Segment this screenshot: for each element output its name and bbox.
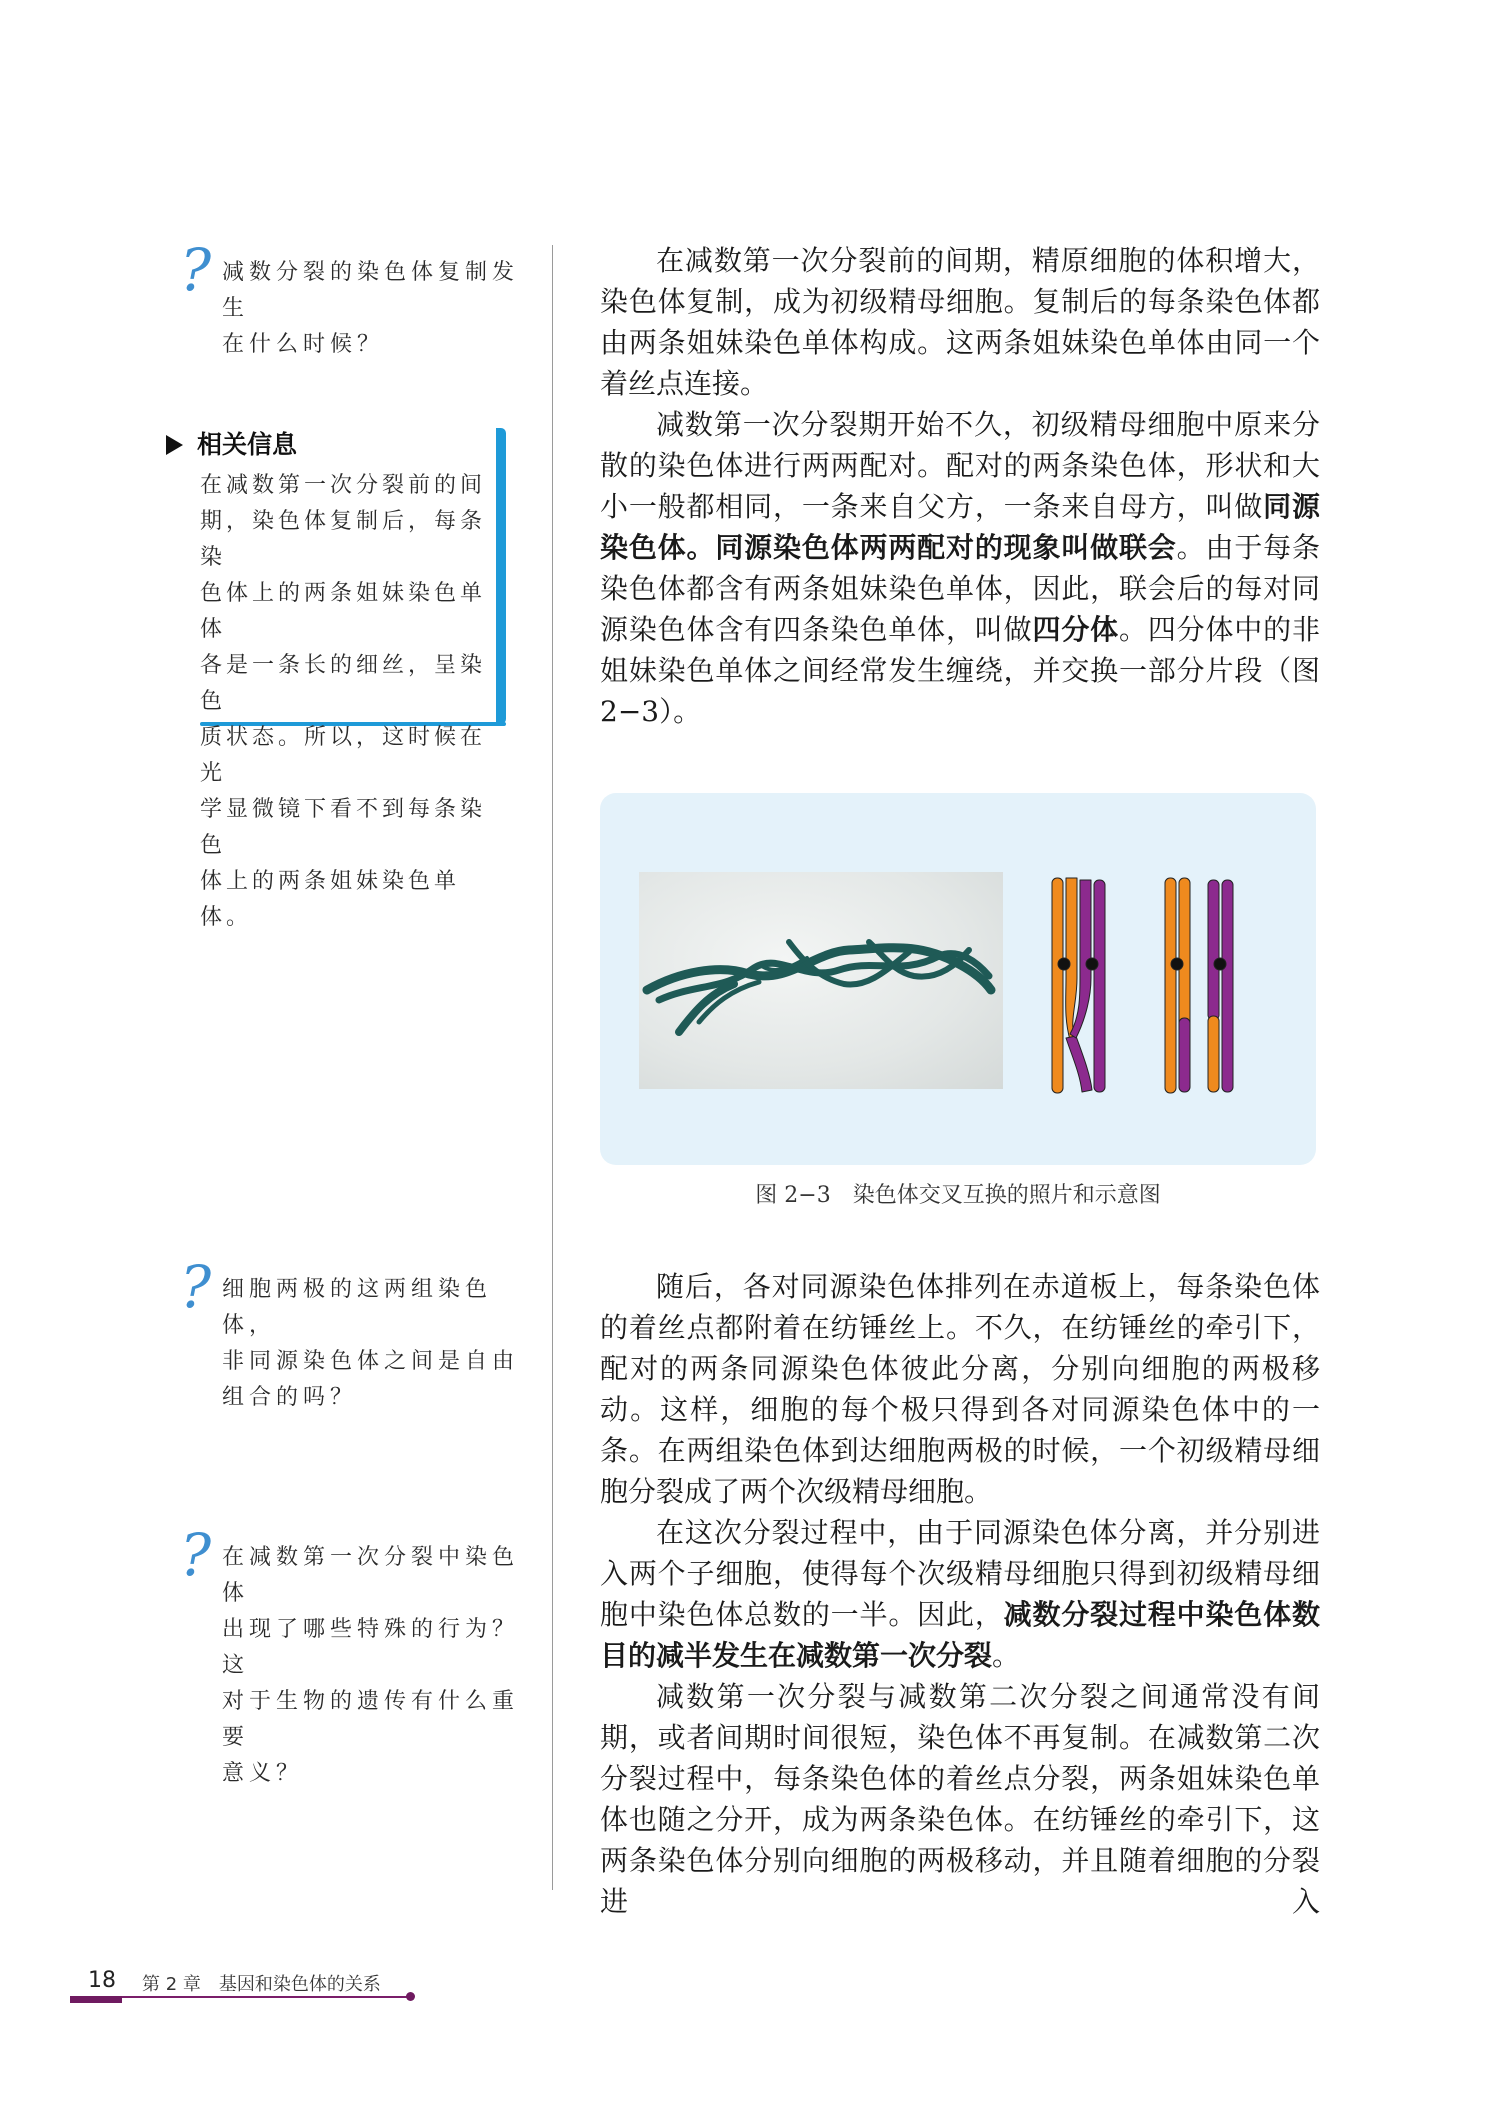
margin-question-line: 组合的吗？ — [222, 1385, 358, 1410]
footer-rule-block — [70, 1996, 122, 2003]
info-body — [200, 468, 496, 936]
paragraph-4: 在这次分裂过程中，由于同源染色体分离，并分别进入两个子细胞，使得每个次级精母细胞只得到初级精母细胞中染色体总数的一半。因此，减数分裂过程中染色体数目的减半发生在减数第一次分裂。 — [600, 1516, 1320, 1672]
term-homologous-synapsis: 同源染色体。同源染色体两两配对的现象叫做联会 — [600, 490, 1320, 564]
info-line: 体上的两条姐妹染色单体。 — [200, 869, 461, 930]
margin-question-2 — [180, 1253, 542, 1416]
purple-segment — [1066, 1036, 1092, 1092]
info-line: 学显微镜下看不到每条染色 — [200, 797, 487, 858]
main-text-top — [600, 240, 1320, 732]
crossover-diagram — [1030, 868, 1280, 1102]
purple-chromatid — [1222, 880, 1233, 1092]
column-divider — [552, 245, 553, 1890]
chromosome-micrograph — [639, 872, 1003, 1089]
related-info-box — [166, 428, 504, 930]
question-mark-icon: ? — [180, 1253, 217, 1321]
footer-dot — [406, 1992, 415, 2001]
centromere — [1058, 958, 1070, 970]
info-line: 在减数第一次分裂前的间 — [200, 473, 487, 498]
question-mark-icon: ? — [180, 1521, 217, 1589]
paragraph-5: 减数第一次分裂与减数第二次分裂之间通常没有间期，或者间期时间很短，染色体不再复制。在减数第二次分裂过程中，每条染色体的着丝点分裂，两条姐妹染色单体也随之分开，成为两条染色体。在纺锤丝的牵引下，这两条染色体分别向细胞的两极移动，并且随着细胞的分裂进入 — [600, 1680, 1320, 1918]
margin-question-line: 出现了哪些特殊的行为？这 — [222, 1617, 520, 1678]
margin-question-line: 非同源染色体之间是自由 — [222, 1349, 520, 1374]
paragraph-1: 在减数第一次分裂前的间期，精原细胞的体积增大，染色体复制，成为初级精母细胞。复制后的每条染色体都由两条姐妹染色单体构成。这两条姐妹染色单体由同一个着丝点连接。 — [600, 244, 1320, 400]
orange-chromatid — [1165, 878, 1176, 1093]
margin-question-3 — [180, 1521, 542, 1792]
paragraph-3: 随后，各对同源染色体排列在赤道板上，每条染色体的着丝点都附着在纺锤丝上。不久，在纺锤丝的牵引下，配对的两条同源染色体彼此分离，分别向细胞的两极移动。这样，细胞的每个极只得到各对同源染色体中的一条。在两组染色体到达细胞两极的时候，一个初级精母细胞分裂成了两个次级精母细胞。 — [600, 1270, 1320, 1508]
info-line: 各是一条长的细丝，呈染色 — [200, 653, 487, 714]
centromere — [1086, 958, 1098, 970]
paragraph-2: 减数第一次分裂期开始不久，初级精母细胞中原来分散的染色体进行两两配对。配对的两条染色体，形状和大小一般都相同，一条来自父方，一条来自母方，叫做同源染色体。同源染色体两两配对的现象叫做联会。由于每条染色体都含有两条姐妹染色单体，因此，联会后的每对同源染色体含有四条染色单体，叫做四分体。四分体中的非姐妹染色单体之间经常发生缠绕，并交换一部分片段（图2−3）。 — [600, 408, 1320, 728]
main-text-bottom — [600, 1266, 1320, 1922]
purple-segment — [1179, 1018, 1190, 1092]
purple-chromatid — [1094, 880, 1105, 1092]
triangle-bullet-icon — [166, 435, 183, 455]
info-line: 期，染色体复制后，每条染 — [200, 509, 487, 570]
margin-question-line: 对于生物的遗传有什么重要 — [222, 1689, 520, 1750]
orange-segment — [1208, 1016, 1219, 1092]
margin-question-1 — [180, 236, 542, 363]
info-box-side-bar — [496, 428, 506, 724]
question-mark-icon: ? — [180, 236, 217, 304]
info-line: 色体上的两条姐妹染色单体 — [200, 581, 487, 642]
centromere — [1214, 958, 1226, 970]
term-tetrad: 四分体 — [1032, 613, 1119, 646]
margin-question-line: 意义？ — [222, 1761, 304, 1786]
orange-chromatid — [1179, 878, 1190, 1028]
chapter-title: 第 2 章 基因和染色体的关系 — [142, 1974, 381, 1995]
purple-chromatid — [1208, 880, 1219, 1020]
orange-chromatid — [1052, 878, 1063, 1093]
page-number: 18 — [88, 1968, 116, 1993]
figure-2-3 — [600, 793, 1316, 1165]
margin-question-line: 细胞两极的这两组染色体， — [222, 1277, 493, 1338]
margin-question-line: 在什么时候？ — [222, 332, 385, 357]
term-chromosome-halving: 减数分裂过程中染色体数目的减半发生在减数第一次分裂 — [600, 1598, 1320, 1672]
margin-question-line: 在减数第一次分裂中染色体 — [222, 1545, 520, 1606]
margin-question-line: 减数分裂的染色体复制发生 — [222, 260, 520, 321]
figure-caption: 图 2−3 染色体交叉互换的照片和示意图 — [755, 1183, 1161, 1208]
info-title: 相关信息 — [166, 428, 297, 462]
info-line: 质状态。所以，这时候在光 — [200, 725, 487, 786]
centromere — [1171, 958, 1183, 970]
